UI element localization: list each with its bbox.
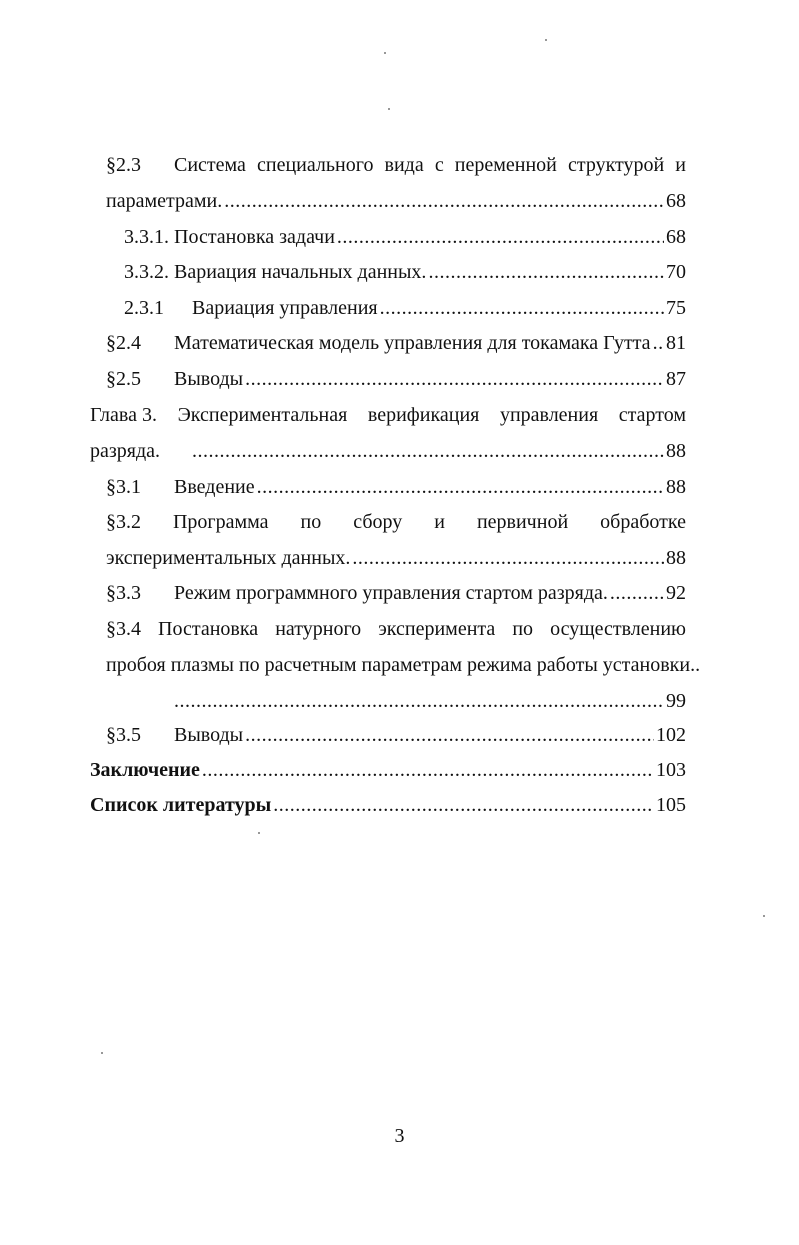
toc-entry-3-1[interactable] (106, 474, 686, 500)
toc-word: эксперимента (378, 618, 496, 640)
toc-title: Режим программного управления стартом разряда. (174, 582, 608, 604)
toc-leader (428, 259, 664, 285)
toc-title: Выводы (174, 368, 244, 390)
toc-entry-references[interactable] (90, 792, 686, 818)
toc-entry-3-2-continuation[interactable] (106, 545, 686, 571)
toc-entry-2-3[interactable] (106, 152, 686, 178)
toc-title: Список литературы (90, 794, 272, 816)
toc-word: Постановка (158, 618, 259, 640)
toc-word: по (300, 511, 322, 533)
toc-entry-conclusion[interactable] (90, 757, 686, 783)
toc-entry-chapter-3-continuation[interactable] (90, 438, 686, 464)
toc-title: 3.3.2. Вариация начальных данных. (124, 261, 427, 283)
toc-title: Заключение (90, 759, 200, 781)
toc-leader (653, 330, 664, 356)
toc-page-number: 99 (666, 690, 686, 712)
toc-leader (273, 792, 654, 818)
toc-leader (202, 757, 654, 783)
toc-leader (610, 580, 664, 606)
toc-word: стартом (618, 404, 686, 426)
toc-word: специального (257, 154, 374, 176)
toc-title: 3.3.1. Постановка задачи (124, 226, 335, 248)
toc-word: обработке (600, 511, 686, 533)
toc-entry-3-4-continuation[interactable] (106, 652, 701, 678)
toc-number: §3.4 (106, 618, 141, 640)
toc-word: Программа (172, 511, 269, 533)
toc-word: Экспериментальная (177, 404, 348, 426)
toc-word: натурного (275, 618, 362, 640)
toc-leader (174, 688, 664, 714)
toc-leader (245, 366, 664, 392)
toc-entry-3-4-leader-line[interactable] (174, 688, 686, 714)
toc-word: управления (499, 404, 599, 426)
toc-page-number: 102 (656, 724, 686, 746)
toc-word: верификация (367, 404, 480, 426)
scan-speck (388, 108, 390, 110)
toc-leader (245, 722, 654, 748)
toc-title: Выводы (174, 724, 244, 746)
toc-number: §2.5 (106, 368, 141, 390)
scan-speck (258, 832, 260, 834)
toc-entry-2-4[interactable] (106, 330, 686, 356)
toc-word: первичной (476, 511, 569, 533)
toc-leader (192, 438, 664, 464)
toc-leader (337, 224, 664, 250)
toc-word: и (434, 511, 445, 533)
scan-speck (101, 1052, 103, 1054)
toc-word: осуществлению (550, 618, 686, 640)
toc-page-number: 68 (666, 190, 686, 212)
toc-title-continuation: параметрами. (106, 190, 223, 212)
toc-title (174, 152, 686, 178)
toc-word: сбору (353, 511, 403, 533)
toc-entry-3-3-2[interactable] (124, 259, 686, 285)
toc-number: 2.3.1 (124, 297, 164, 319)
toc-page-number: 92 (666, 582, 686, 604)
toc-title: Вариация управления (192, 297, 378, 319)
scan-speck (384, 52, 386, 54)
toc-word: с (434, 154, 444, 176)
toc-entry-3-3-1[interactable] (124, 224, 686, 250)
scan-speck (545, 39, 547, 41)
scan-speck (763, 915, 765, 917)
toc-entry-2-3-continuation[interactable] (106, 188, 686, 214)
toc-number: §3.1 (106, 476, 141, 498)
toc-entry-3-4[interactable] (106, 616, 686, 642)
toc-leader (380, 295, 664, 321)
toc-page-number: 68 (666, 226, 686, 248)
toc-page-number: 88 (666, 476, 686, 498)
toc-number: §2.4 (106, 332, 141, 354)
toc-page-number: 88 (666, 440, 686, 462)
toc-entry-chapter-3[interactable] (90, 402, 686, 428)
toc-title-continuation: разряда. (90, 440, 161, 462)
toc-entry-2-3-1[interactable] (124, 295, 686, 321)
toc-word: переменной (454, 154, 557, 176)
toc-title-continuation: экспериментальных данных. (106, 547, 351, 569)
toc-word: и (675, 154, 686, 176)
toc-title: Математическая модель управления для токамака Гутта (174, 332, 651, 354)
toc-page-number: 105 (656, 794, 686, 816)
page-number: 3 (394, 1125, 405, 1147)
toc-entry-3-3[interactable] (106, 580, 686, 606)
toc-word: Система (174, 154, 246, 176)
toc-page-number: 103 (656, 759, 686, 781)
toc-entry-2-5[interactable] (106, 366, 686, 392)
toc-number: §3.2 (106, 511, 141, 533)
toc-leader (257, 474, 664, 500)
toc-title: Введение (174, 476, 255, 498)
toc-word: по (512, 618, 534, 640)
toc-number: §2.3 (106, 154, 141, 176)
toc-page-number: 81 (666, 332, 686, 354)
toc-leader (224, 188, 664, 214)
toc-page-number: 75 (666, 297, 686, 319)
toc-page-number: 87 (666, 368, 686, 390)
toc-word: структурой (567, 154, 665, 176)
toc-word: вида (384, 154, 424, 176)
toc-chapter-number: Глава 3. (90, 404, 157, 426)
toc-entry-3-5[interactable] (106, 722, 686, 748)
toc-entry-3-2[interactable] (106, 509, 686, 535)
toc-page-number: 70 (666, 261, 686, 283)
toc-page-number: 88 (666, 547, 686, 569)
toc-number: §3.5 (106, 724, 141, 746)
toc-leader (352, 545, 664, 571)
toc-number: §3.3 (106, 582, 141, 604)
toc-title-continuation: пробоя плазмы по расчетным параметрам режима работы установки.. (106, 654, 701, 676)
